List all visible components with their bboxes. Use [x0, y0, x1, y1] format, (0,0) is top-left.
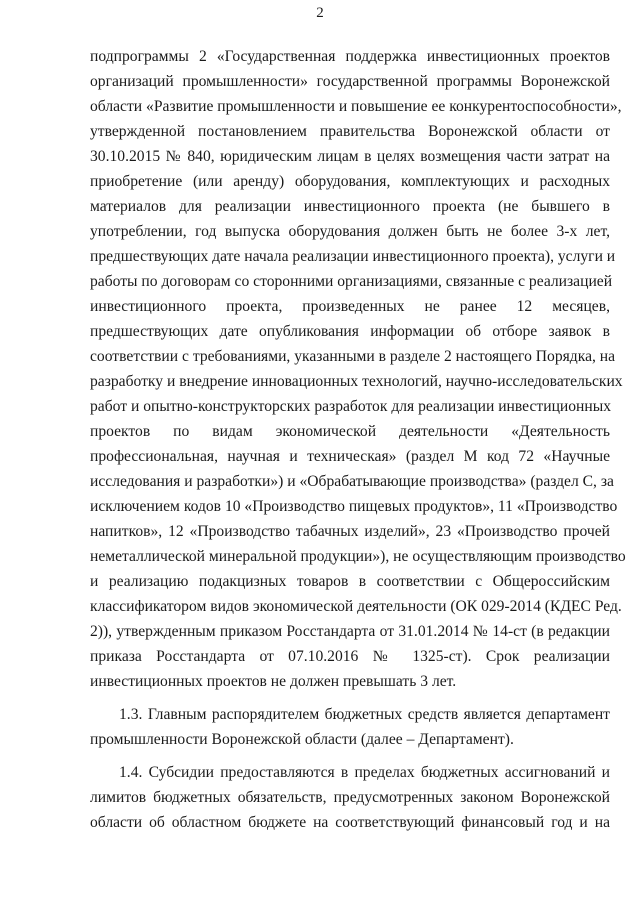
text-line: материалов для реализации инвестиционного проекта (не бывшего в [90, 198, 610, 215]
paragraph-gap [90, 694, 610, 702]
text-line: приобретение (или аренду) оборудования, комплектующих и расходных [90, 173, 610, 190]
text-line: лимитов бюджетных обязательств, предусмотренных законом Воронежской [90, 789, 610, 806]
text-line: 1.3. Главным распорядителем бюджетных средств является департамент [119, 706, 610, 723]
text-line: инвестиционных проектов не должен превышать 3 лет. [90, 673, 457, 690]
text-line: соответствии с требованиями, указанными в разделе 2 настоящего Порядка, на [90, 348, 616, 365]
page-number: 2 [316, 5, 324, 21]
text-line: области об областном бюджете на соответствующий финансовый год и на [90, 814, 610, 831]
text-line: напитков», 12 «Производство табачных изделий», 23 «Производство прочей [90, 523, 610, 540]
text-line: употреблении, год выпуска оборудования должен быть не более 3-х лет, [90, 223, 610, 240]
text-line: классификатором видов экономической деятельности (ОК 029-2014 (КДЕС Ред. [90, 598, 622, 615]
text-line: разработку и внедрение инновационных технологий, научно-исследовательских [90, 373, 623, 390]
text-line: неметаллической минеральной продукции»), не осуществляющим производство [90, 548, 626, 565]
text-line: исключением кодов 10 «Производство пищевых продуктов», 11 «Производство [90, 498, 618, 515]
text-line: утвержденной постановлением правительства Воронежской области от [90, 123, 610, 140]
text-line: проектов по видам экономической деятельности «Деятельность [90, 423, 610, 440]
text-line: предшествующих дате начала реализации инвестиционного проекта), услуги и [90, 248, 616, 265]
text-line: исследования и разработки») и «Обрабатывающие производства» (раздел С, за [90, 473, 614, 490]
text-line: 1.4. Субсидии предоставляются в пределах бюджетных ассигнований и [119, 764, 610, 781]
paragraph-1-3 [90, 702, 610, 752]
text-line: подпрограммы 2 «Государственная поддержка инвестиционных проектов [90, 48, 610, 65]
text-line: работ и опытно-конструкторских разработок для реализации инвестиционных [90, 398, 612, 415]
text-line: промышленности Воронежской области (далее – Департамент). [90, 731, 514, 748]
text-line: профессиональная, научная и техническая» (раздел М код 72 «Научные [90, 448, 610, 465]
text-line: инвестиционного проекта, произведенных не ранее 12 месяцев, [90, 298, 610, 315]
text-line: приказа Росстандарта от 07.10.2016 № 1325-ст). Срок реализации [90, 648, 610, 665]
text-line: организаций промышленности» государственной программы Воронежской [90, 73, 610, 90]
paragraph-gap [90, 752, 610, 760]
text-line: 30.10.2015 № 840, юридическим лицам в целях возмещения части затрат на [90, 148, 610, 165]
paragraph-1-4 [90, 760, 610, 835]
text-line: предшествующих дате опубликования информации об отборе заявок в [90, 323, 610, 340]
text-line: и реализацию подакцизных товаров в соответствии с Общероссийским [90, 573, 610, 590]
text-line: 2)), утвержденным приказом Росстандарта от 31.01.2014 № 14-ст (в редакции [90, 623, 610, 640]
text-line: области «Развитие промышленности и повышение ее конкурентоспособности», [90, 98, 622, 115]
text-line: работы по договорам со сторонними организациями, связанные с реализацией [90, 273, 613, 290]
paragraph-subprogram [90, 44, 626, 694]
document-body [90, 44, 626, 835]
